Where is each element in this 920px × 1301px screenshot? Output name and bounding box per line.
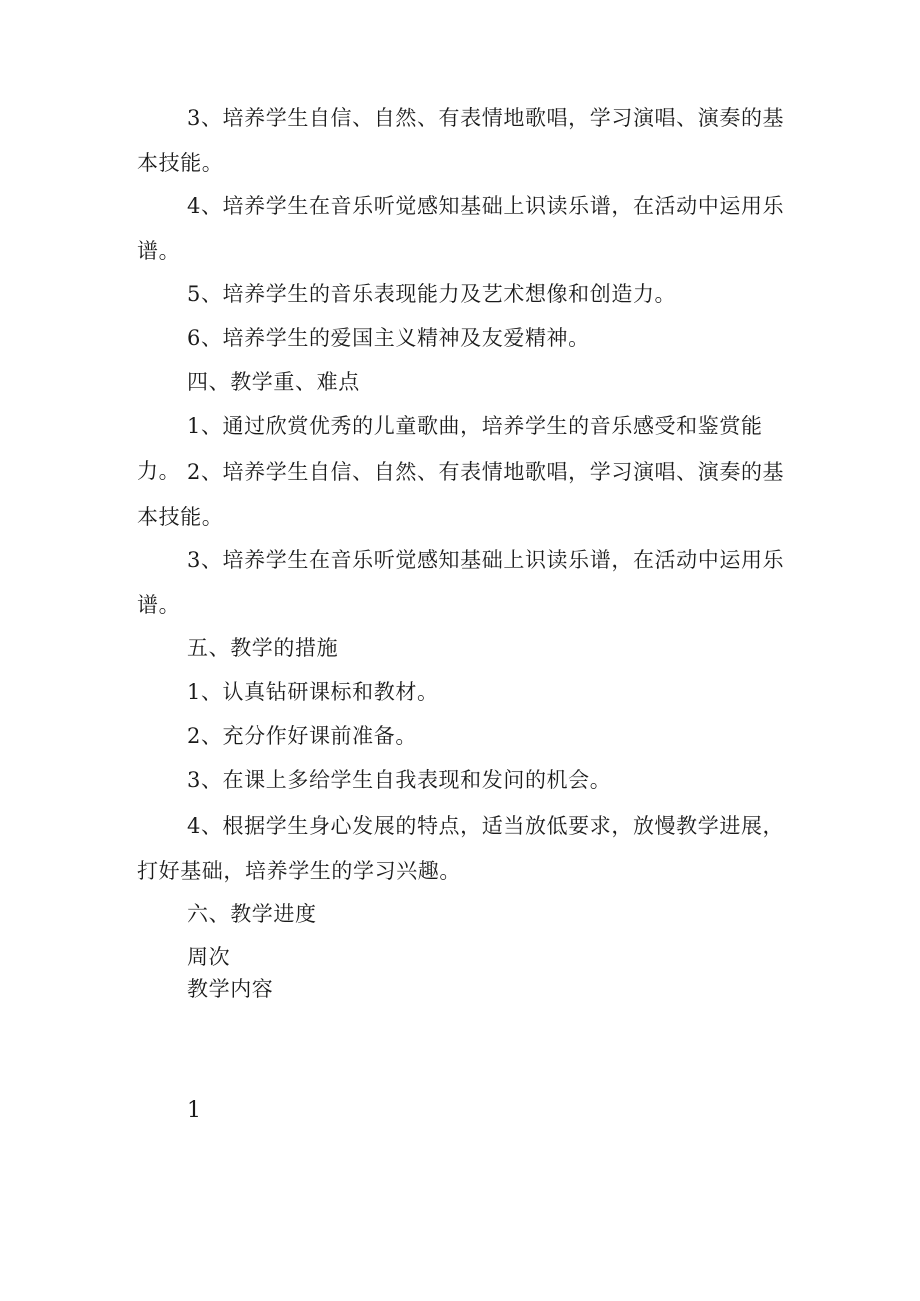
- measure-3-paragraph: 3、在课上多给学生自我表现和发问的机会。: [187, 768, 612, 792]
- measure-2-paragraph: 2、充分作好课前准备。: [187, 724, 417, 748]
- section-5-heading: 五、教学的措施: [187, 636, 339, 660]
- key-point-2-paragraph: 2、培养学生自信、自然、有表情地歌唱，学习演唱、演奏的基本技能。: [137, 460, 785, 529]
- measure-1-paragraph: 1、认真钻研课标和教材。: [187, 680, 439, 704]
- table-header-content: 教学内容: [187, 977, 274, 1001]
- table-header-week: 周次: [187, 945, 231, 969]
- objective-3-paragraph: 3、培养学生自信、自然、有表情地歌唱，学习演唱、演奏的基本技能。: [137, 106, 785, 175]
- table-cell-week-1: 1: [187, 1098, 202, 1123]
- objective-5-paragraph: 5、培养学生的音乐表现能力及艺术想像和创造力。: [187, 282, 677, 306]
- objective-4-paragraph: 4、培养学生在音乐听觉感知基础上识读乐谱，在活动中运用乐谱。: [137, 194, 785, 263]
- measure-4-paragraph: 4、根据学生身心发展的特点，适当放低要求，放慢教学进展，打好基础，培养学生的学习兴趣。: [137, 814, 785, 883]
- key-point-1-paragraph: 1、通过欣赏优秀的儿童歌曲，培养学生的音乐感受和鉴赏能力。: [137, 414, 763, 483]
- section-4-heading: 四、教学重、难点: [187, 370, 360, 394]
- objective-6-paragraph: 6、培养学生的爱国主义精神及友爱精神。: [187, 326, 590, 350]
- key-point-3-paragraph: 3、培养学生在音乐听觉感知基础上识读乐谱，在活动中运用乐谱。: [137, 548, 785, 617]
- section-6-heading: 六、教学进度: [187, 902, 317, 926]
